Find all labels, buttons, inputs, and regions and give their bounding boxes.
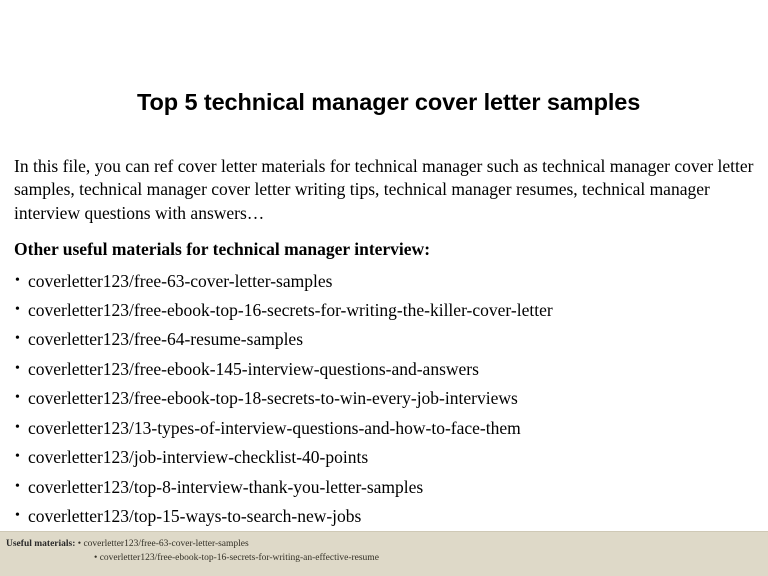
- list-item[interactable]: • coverletter123/free-ebook-145-interview-questions-and-answers: [14, 358, 754, 381]
- footer-label: Useful materials:: [6, 539, 76, 549]
- intro-paragraph: In this file, you can ref cover letter materials for technical manager such as technical manager cover letter samples, technical manager cover letter writing tips, technical manager resumes, technical manager interview questions with answers…: [14, 156, 754, 223]
- section-subheading: Other useful materials for technical manager interview:: [14, 238, 431, 259]
- list-item[interactable]: • coverletter123/free-64-resume-samples: [14, 328, 754, 351]
- list-item[interactable]: • coverletter123/free-63-cover-letter-samples: [14, 270, 754, 293]
- footer-content: [0, 532, 768, 566]
- list-item[interactable]: • coverletter123/free-ebook-top-18-secrets-to-win-every-job-interviews: [14, 387, 754, 410]
- footer-line-1: [6, 538, 768, 552]
- list-item[interactable]: • coverletter123/free-ebook-top-16-secrets-for-writing-the-killer-cover-letter: [14, 299, 754, 322]
- slide-footer: [0, 531, 768, 576]
- list-item[interactable]: • coverletter123/13-types-of-interview-questions-and-how-to-face-them: [14, 417, 754, 440]
- slide-body: [14, 155, 754, 534]
- footer-link-1[interactable]: • coverletter123/free-63-cover-letter-samples: [77, 539, 249, 549]
- list-item[interactable]: • coverletter123/job-interview-checklist-40-points: [14, 446, 754, 469]
- list-item[interactable]: • coverletter123/top-15-ways-to-search-new-jobs: [14, 505, 754, 528]
- list-item[interactable]: • coverletter123/top-8-interview-thank-you-letter-samples: [14, 476, 754, 499]
- page-title: Top 5 technical manager cover letter samples: [137, 89, 641, 115]
- footer-link-2[interactable]: • coverletter123/free-ebook-top-16-secrets-for-writing-an-effective-resume: [94, 552, 379, 563]
- useful-materials-list: [14, 270, 754, 528]
